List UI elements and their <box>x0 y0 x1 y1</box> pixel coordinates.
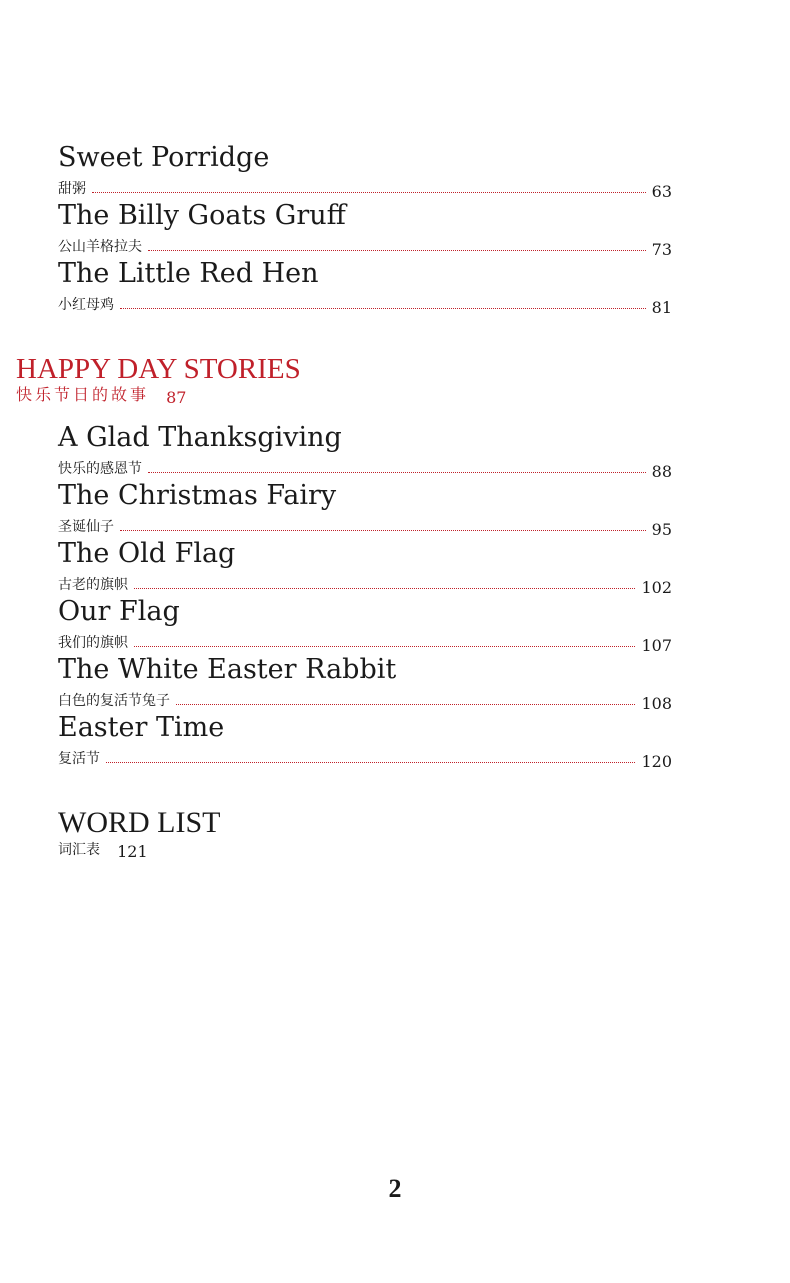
entry-subline <box>58 236 672 259</box>
dot-leader <box>106 761 635 763</box>
entry-page-number: 120 <box>641 752 672 771</box>
entry-title: The White Easter Rabbit <box>58 654 397 685</box>
entry-chinese-title: 甜粥 <box>58 181 86 197</box>
entry-page-number: 88 <box>651 462 672 481</box>
dot-leader <box>120 529 646 531</box>
entry-title: Easter Time <box>58 712 225 743</box>
toc-entry-sweet-porridge[interactable] <box>58 142 672 201</box>
section-subline <box>16 385 672 407</box>
dot-leader <box>176 703 635 705</box>
section-page-number: 87 <box>166 388 187 407</box>
entry-subline <box>58 294 672 317</box>
toc-entry-old-flag[interactable] <box>58 538 672 597</box>
section-chinese-title: 快乐节日的故事 <box>16 385 150 404</box>
entry-subline <box>58 748 672 771</box>
entry-chinese-title: 复活节 <box>58 751 100 767</box>
entry-subline <box>58 632 672 655</box>
entry-title: A Glad Thanksgiving <box>58 422 342 453</box>
entry-subline <box>58 839 672 859</box>
dot-leader <box>92 191 646 193</box>
entry-subline <box>58 574 672 597</box>
word-list-title: WORD LIST <box>58 806 221 839</box>
word-list-page-number: 121 <box>117 842 148 861</box>
entry-page-number: 102 <box>641 578 672 597</box>
toc-entry-billy-goats-gruff[interactable] <box>58 200 672 259</box>
entry-page-number: 81 <box>651 298 672 317</box>
entry-title: The Christmas Fairy <box>58 480 337 511</box>
entry-title: The Little Red Hen <box>58 258 319 289</box>
entry-title: The Billy Goats Gruff <box>58 200 346 231</box>
dot-leader <box>134 587 635 589</box>
toc-entry-christmas-fairy[interactable] <box>58 480 672 539</box>
entry-chinese-title: 白色的复活节兔子 <box>58 693 170 709</box>
entry-subline <box>58 458 672 481</box>
entry-title: Sweet Porridge <box>58 142 270 173</box>
toc-entry-easter-time[interactable] <box>58 712 672 771</box>
toc-entry-glad-thanksgiving[interactable] <box>58 422 672 481</box>
toc-entry-word-list[interactable] <box>58 807 672 859</box>
entry-page-number: 108 <box>641 694 672 713</box>
entry-page-number: 95 <box>651 520 672 539</box>
entry-title: The Old Flag <box>58 538 236 569</box>
page-number: 2 <box>388 1174 402 1203</box>
toc-entry-our-flag[interactable] <box>58 596 672 655</box>
dot-leader <box>120 307 646 309</box>
entry-chinese-title: 我们的旗帜 <box>58 635 128 651</box>
entry-title: Our Flag <box>58 596 180 627</box>
entry-subline <box>58 516 672 539</box>
entry-chinese-title: 小红母鸡 <box>58 297 114 313</box>
entry-chinese-title: 快乐的感恩节 <box>58 461 142 477</box>
toc-section-happy-day-stories[interactable] <box>16 353 672 407</box>
toc-entry-little-red-hen[interactable] <box>58 258 672 317</box>
toc-entry-white-easter-rabbit[interactable] <box>58 654 672 713</box>
section-title: HAPPY DAY STORIES <box>16 353 301 385</box>
dot-leader <box>134 645 635 647</box>
entry-subline <box>58 690 672 713</box>
entry-chinese-title: 古老的旗帜 <box>58 577 128 593</box>
entry-subline <box>58 178 672 201</box>
entry-chinese-title: 公山羊格拉夫 <box>58 239 142 255</box>
entry-page-number: 107 <box>641 636 672 655</box>
dot-leader <box>148 471 646 473</box>
dot-leader <box>148 249 646 251</box>
entry-page-number: 73 <box>651 240 672 259</box>
entry-chinese-title: 圣诞仙子 <box>58 519 114 535</box>
entry-page-number: 63 <box>651 182 672 201</box>
word-list-chinese-title: 词汇表 <box>58 842 100 858</box>
